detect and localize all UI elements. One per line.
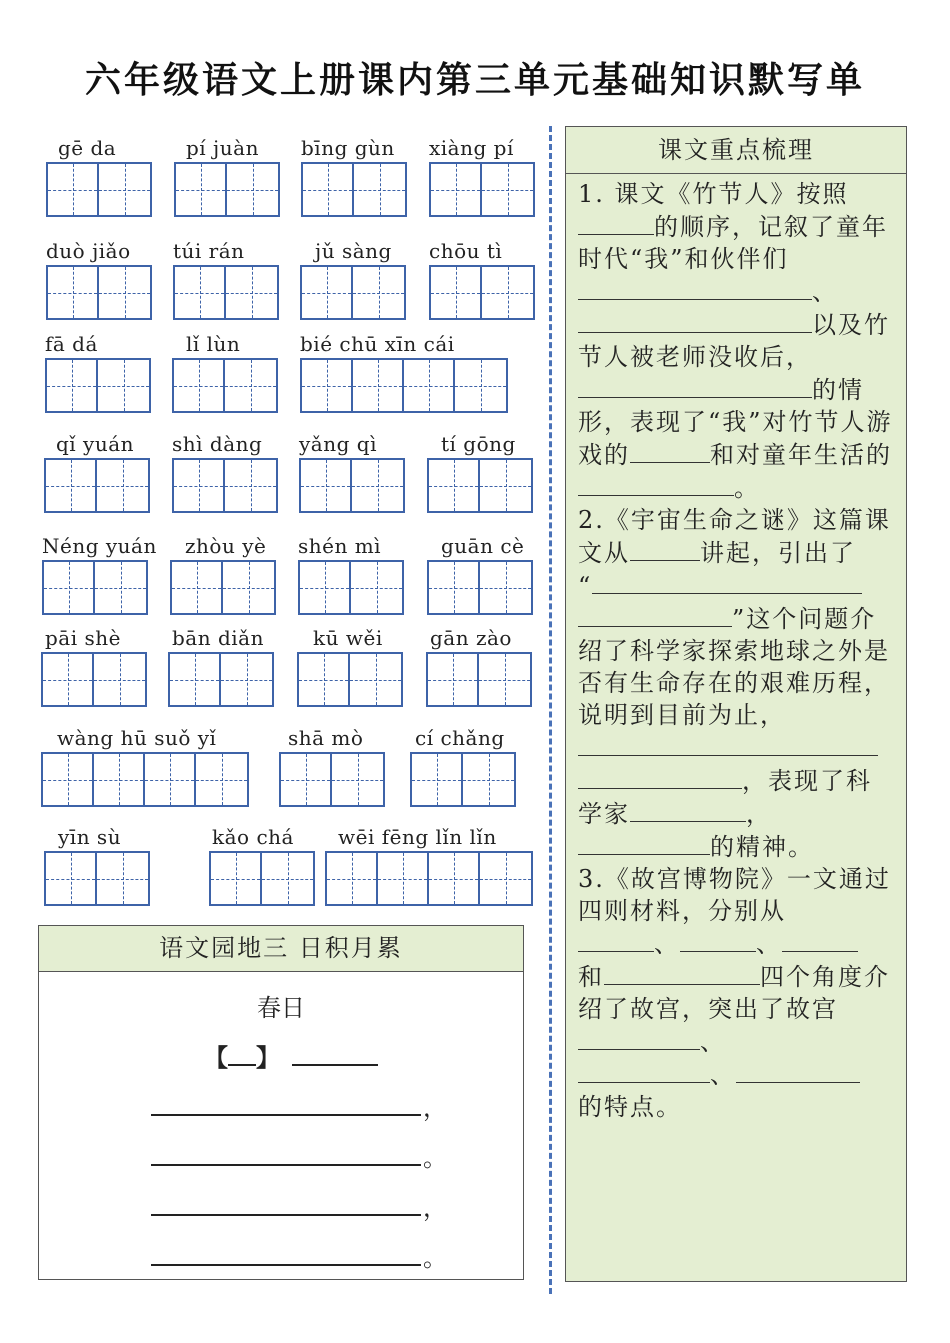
answer-blank[interactable] — [578, 373, 812, 398]
poem-punct: 。 — [423, 1144, 447, 1172]
pinyin-label: jǔ sàng — [315, 239, 392, 263]
writing-grid[interactable] — [41, 652, 147, 707]
writing-grid[interactable] — [427, 458, 533, 513]
writing-grid[interactable] — [168, 652, 274, 707]
pinyin-label: gē da — [58, 136, 117, 160]
pinyin-label: guān cè — [441, 534, 525, 558]
question-1: 1. 课文《竹节人》按照 的顺序，记叙了童年时代“我”和伙伴们 、 以及竹节人被老师没收后， 的情形，表现了“我”对竹节人游戏的 和对童年生活的 。 — [578, 180, 893, 502]
answer-blank[interactable] — [578, 1025, 700, 1050]
writing-grid[interactable] — [279, 752, 385, 807]
poem-title: 春日 — [257, 994, 305, 1022]
answer-blank[interactable] — [578, 927, 654, 952]
pinyin-label: kǎo chá — [212, 825, 294, 849]
question-2: 2.《宇宙生命之谜》这篇课文从 讲起，引出了 “ ”这个问题介绍了科学家探索地球之外是否有生命存在的艰难历程，说明到目前为止， ，表现了科学家 ， 的精神。 — [578, 506, 891, 861]
pinyin-label: Néng yuán — [42, 534, 157, 558]
answer-blank[interactable] — [578, 764, 742, 789]
pinyin-label: wàng hū suǒ yǐ — [57, 726, 217, 750]
writing-grid[interactable] — [300, 265, 406, 320]
writing-grid[interactable] — [301, 162, 407, 217]
pinyin-label: zhòu yè — [185, 534, 267, 558]
answer-blank[interactable] — [578, 731, 878, 756]
answer-blank[interactable] — [578, 471, 734, 496]
pinyin-label: gān zào — [430, 626, 512, 650]
answer-blank[interactable] — [630, 438, 710, 463]
dynasty-blank[interactable] — [228, 1044, 256, 1066]
writing-grid[interactable] — [410, 752, 516, 807]
writing-grid[interactable] — [429, 265, 535, 320]
answer-blank[interactable] — [578, 210, 654, 235]
poem-punct: 。 — [423, 1244, 447, 1272]
poem-line-blank[interactable] — [151, 1190, 421, 1216]
page-title: 六年级语文上册课内第三单元基础知识默写单 — [84, 60, 865, 101]
writing-grid[interactable] — [172, 358, 278, 413]
answer-blank[interactable] — [736, 1058, 860, 1083]
writing-grid[interactable] — [42, 560, 148, 615]
poem-header: 语文园地三 日积月累 — [39, 926, 523, 972]
writing-grid[interactable] — [172, 458, 278, 513]
answer-blank[interactable] — [782, 927, 858, 952]
pinyin-label: yīn sù — [58, 825, 122, 849]
writing-grid[interactable] — [174, 162, 280, 217]
bracket-open: 【 — [204, 1043, 228, 1072]
author-blank[interactable] — [292, 1044, 378, 1066]
pinyin-label: pí juàn — [186, 136, 259, 160]
pinyin-label: qǐ yuán — [56, 432, 135, 456]
answer-blank[interactable] — [592, 569, 862, 594]
answer-blank[interactable] — [630, 797, 746, 822]
pinyin-label: cí chǎng — [415, 726, 505, 750]
writing-grid[interactable] — [44, 458, 150, 513]
writing-grid[interactable] — [44, 851, 150, 906]
key-points-body — [566, 174, 906, 1123]
writing-grid[interactable] — [46, 162, 152, 217]
answer-blank[interactable] — [578, 1058, 710, 1083]
pinyin-label: chōu tì — [429, 239, 503, 263]
writing-grid[interactable] — [45, 358, 151, 413]
writing-grid[interactable] — [46, 265, 152, 320]
writing-grid[interactable] — [426, 652, 532, 707]
pinyin-label: pāi shè — [45, 626, 121, 650]
answer-blank[interactable] — [578, 830, 710, 855]
poem-punct: ， — [423, 1194, 447, 1222]
writing-grid[interactable] — [325, 851, 533, 906]
key-points-header: 课文重点梳理 — [566, 127, 906, 174]
writing-grid[interactable] — [427, 560, 533, 615]
pinyin-label: yǎng qì — [299, 432, 377, 456]
answer-blank[interactable] — [604, 960, 760, 985]
poem-section — [38, 925, 524, 1280]
pinyin-label: xiàng pí — [429, 136, 514, 160]
writing-grid[interactable] — [297, 652, 403, 707]
pinyin-label: fā dá — [45, 332, 98, 356]
pinyin-label: bīng gùn — [301, 136, 395, 160]
answer-blank[interactable] — [630, 536, 700, 561]
column-divider — [549, 126, 552, 1294]
writing-grid[interactable] — [298, 560, 404, 615]
writing-grid[interactable] — [170, 560, 276, 615]
answer-blank[interactable] — [578, 275, 812, 300]
poem-line-blank[interactable] — [151, 1090, 421, 1116]
writing-grid[interactable] — [300, 358, 508, 413]
poem-author-line — [204, 1038, 378, 1073]
pinyin-writing-area — [0, 0, 548, 920]
pinyin-label: túi rán — [173, 239, 245, 263]
pinyin-label: shā mò — [288, 726, 364, 750]
answer-blank[interactable] — [578, 602, 732, 627]
writing-grid[interactable] — [299, 458, 405, 513]
answer-blank[interactable] — [680, 927, 756, 952]
pinyin-label: bān diǎn — [172, 626, 264, 650]
pinyin-label: tí gōng — [441, 432, 516, 456]
question-3: 3.《故宫博物院》一文通过四则材料，分别从 、 、 和 四个角度介绍了故宫，突出了故宫、 、 的特点。 — [578, 865, 891, 1121]
pinyin-label: shén mì — [298, 534, 382, 558]
writing-grid[interactable] — [209, 851, 315, 906]
pinyin-label: wēi fēng lǐn lǐn — [338, 825, 497, 849]
writing-grid[interactable] — [173, 265, 279, 320]
pinyin-label: lǐ lùn — [186, 332, 241, 356]
poem-line-blank[interactable] — [151, 1140, 421, 1166]
pinyin-label: bié chū xīn cái — [300, 332, 455, 356]
answer-blank[interactable] — [578, 308, 812, 333]
key-points-section — [565, 126, 907, 1282]
writing-grid[interactable] — [429, 162, 535, 217]
poem-line-blank[interactable] — [151, 1240, 421, 1266]
poem-punct: ， — [423, 1094, 447, 1122]
pinyin-label: kū wěi — [313, 626, 383, 650]
pinyin-label: duò jiǎo — [46, 239, 131, 263]
writing-grid[interactable] — [41, 752, 249, 807]
bracket-close: 】 — [256, 1043, 280, 1072]
pinyin-label: shì dàng — [172, 432, 263, 456]
